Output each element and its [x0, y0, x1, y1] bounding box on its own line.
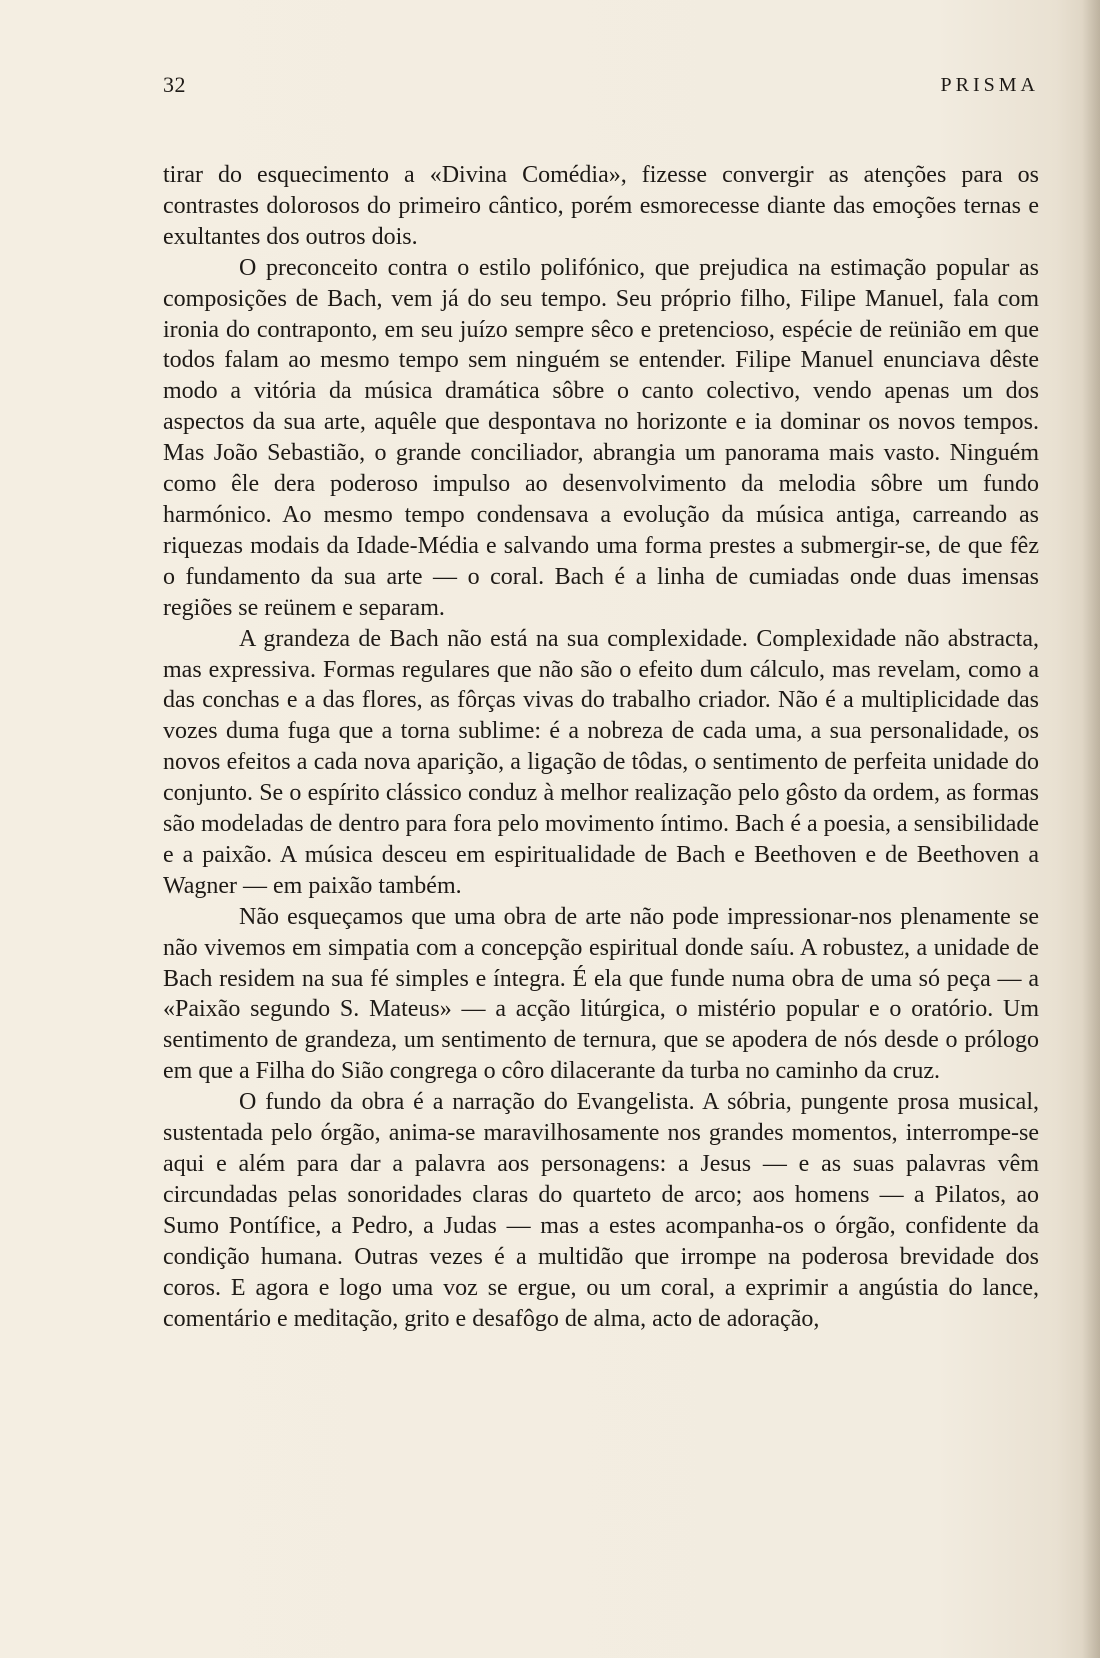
page-number: 32 [163, 72, 186, 97]
paragraph: Não esqueçamos que uma obra de arte não pode impressionar-nos plenamente se não vivemos em simpatia com a concepção espiritual donde saíu. A robustez, a unidade de Bach residem na sua fé simples e íntegra. É ela que funde numa obra de uma só peça — a «Paixão segundo S. Mateus» — a acção litúrgica, o mistério popular e o oratório. Um sentimento de grandeza, um sentimento de ternura, que se apodera de nós desde o prólogo em que a Filha do Sião congrega o côro dilacerante da turba no caminho da cruz. [163, 903, 1039, 1085]
running-head: PRISMA [940, 74, 1039, 96]
paragraph: O fundo da obra é a narração do Evangelista. A sóbria, pungente prosa musical, sustentada pelo órgão, anima-se maravilhosamente nos grandes momentos, interrompe-se aqui e além para dar a palavra aos personagens: a Jesus — e as suas palavras vêm circundadas pelas sonoridades claras do quarteto de arco; aos homens — a Pilatos, ao Sumo Pontífice, a Pedro, a Judas — mas a estes acompanha-os o órgão, confidente da condição humana. Outras vezes é a multidão que irrompe na poderosa brevidade dos coros. E agora e logo uma voz se ergue, ou um coral, a exprimir a angústia do lance, comentário e meditação, grito e desafôgo de alma, acto de adoração, [163, 1089, 1039, 1332]
paragraph: tirar do esquecimento a «Divina Comédia», fizesse convergir as atenções para os contrastes dolorosos do primeiro cântico, porém esmorecesse diante das emoções ternas e exultantes dos outros dois. [163, 162, 1039, 250]
paragraph: O preconceito contra o estilo polifónico, que prejudica na estimação popular as composições de Bach, vem já do seu tempo. Seu próprio filho, Filipe Manuel, fala com ironia do contraponto, em seu juízo sempre sêco e pretencioso, espécie de reünião em que todos falam ao mesmo tempo sem ninguém se entender. Filipe Manuel enunciava dêste modo a vitória da música dramática sôbre o canto colectivo, vendo apenas um dos aspectos da sua arte, aquêle que despontava no horizonte e ia dominar os novos tempos. Mas João Sebastião, o grande conciliador, abrangia um panorama mais vasto. Ninguém como êle dera poderoso impulso ao desenvolvimento da melodia sôbre um fundo harmónico. Ao mesmo tempo condensava a evolução da música antiga, carreando as riquezas modais da Idade-Média e salvando uma forma prestes a submergir-se, de que fêz o fundamento da sua arte — o coral. Bach é a linha de cumiadas onde duas imensas regiões se reünem e separam. [163, 254, 1039, 621]
paragraph: A grandeza de Bach não está na sua complexidade. Complexidade não abstracta, mas expressiva. Formas regulares que não são o efeito dum cálculo, mas revelam, como a das conchas e a das flores, as fôrças vivas do trabalho criador. Não é a multiplicidade das vozes duma fuga que a torna sublime: é a nobreza de cada uma, a sua personalidade, os novos efeitos a cada nova aparição, a ligação de tôdas, o sentimento de perfeita unidade do conjunto. Se o espírito clássico conduz à melhor realização pelo gôsto da ordem, as formas são modeladas de dentro para fora pelo movimento íntimo. Bach é a poesia, a sensibilidade e a paixão. A música desceu em espiritualidade de Bach e Beethoven e de Beethoven a Wagner — em paixão também. [163, 625, 1039, 899]
page-edge-shadow [1082, 0, 1100, 1658]
body-text [163, 160, 1039, 1334]
page-header [163, 72, 1039, 112]
